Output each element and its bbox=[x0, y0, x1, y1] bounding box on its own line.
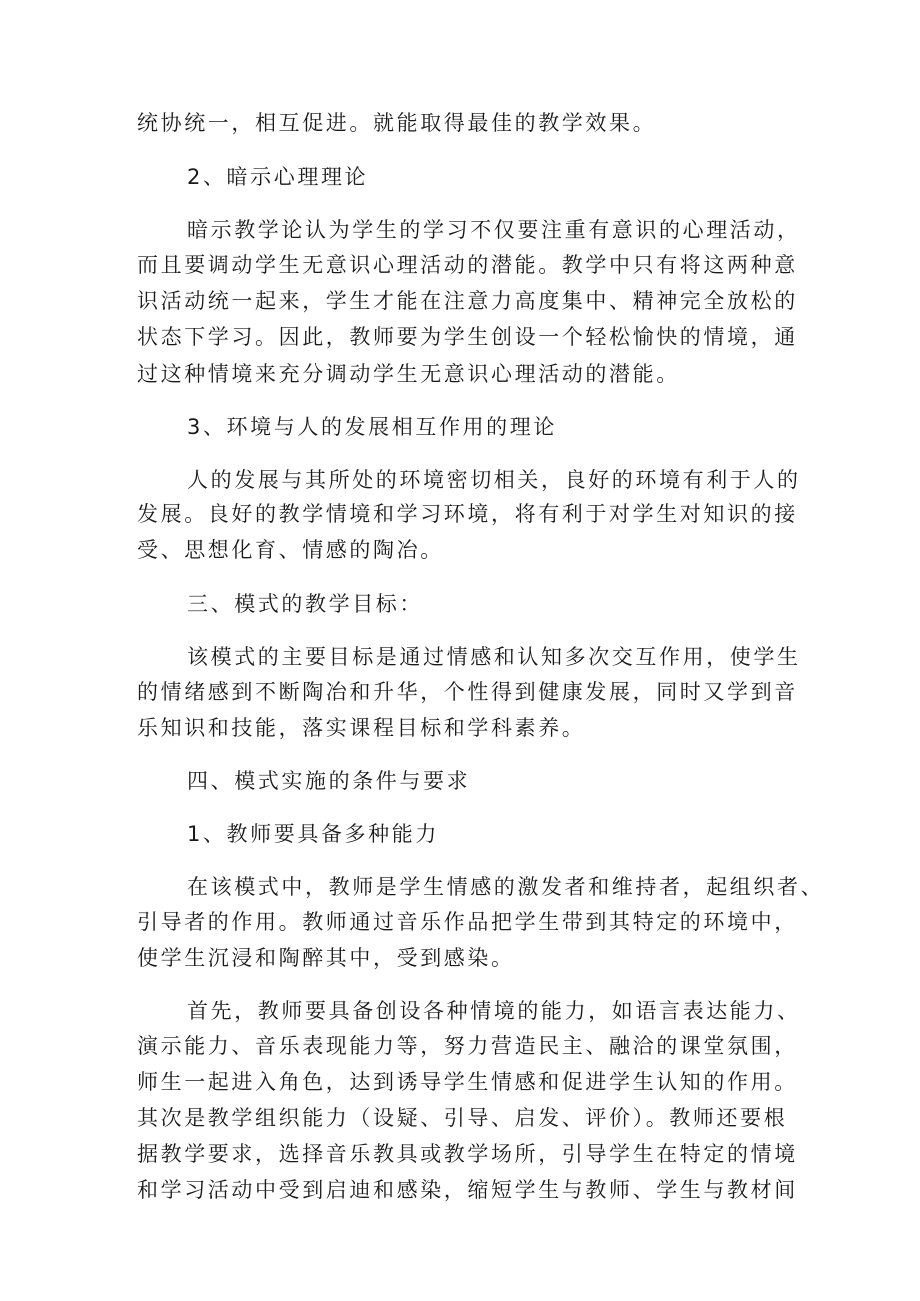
text-line: 据教学要求，选择音乐教具或教学场所，引导学生在特定的情境 bbox=[137, 1142, 798, 1166]
text-line: 在该模式中，教师是学生情感的激发者和维持者，起组织者、 bbox=[187, 875, 825, 899]
text-line: 使学生沉浸和陶醉其中，受到感染。 bbox=[137, 946, 515, 970]
text-line: 过这种情境来充分调动学生无意识心理活动的潜能。 bbox=[137, 362, 680, 386]
text-line: 人的发展与其所处的环境密切相关，良好的环境有利于人的 bbox=[187, 468, 801, 492]
text-line: 识活动统一起来，学生才能在注意力高度集中、精神完全放松的 bbox=[137, 289, 798, 313]
text-line: 师生一起进入角色，达到诱导学生情感和促进学生认知的作用。 bbox=[137, 1070, 798, 1094]
text-line: 该模式的主要目标是通过情感和认知多次交互作用，使学生 bbox=[187, 645, 801, 669]
text-line: 发展。良好的教学情境和学习环境，将有利于对学生对知识的接 bbox=[137, 502, 798, 526]
text-line: 引导者的作用。教师通过音乐作品把学生带到其特定的环境中， bbox=[137, 910, 798, 934]
text-line: 统协统一，相互促进。就能取得最佳的教学效果。 bbox=[137, 111, 657, 135]
subheading-3: 3、环境与人的发展相互作用的理论 bbox=[187, 415, 557, 439]
text-line: 其次是教学组织能力（设疑、引导、启发、评价）。教师还要根 bbox=[137, 1106, 788, 1130]
subheading-1: 1、教师要具备多种能力 bbox=[187, 822, 439, 846]
text-line: 首先，教师要具备创设各种情境的能力，如语言表达能力、 bbox=[187, 999, 801, 1023]
text-line: 而且要调动学生无意识心理活动的潜能。教学中只有将这两种意 bbox=[137, 253, 798, 277]
text-line: 演示能力、音乐表现能力等，努力营造民主、融洽的课堂氛围， bbox=[137, 1034, 798, 1058]
text-line: 和学习活动中受到启迪和感染，缩短学生与教师、学生与教材间 bbox=[137, 1178, 798, 1202]
section-heading-4: 四、模式实施的条件与要求 bbox=[187, 769, 471, 793]
subheading-2: 2、暗示心理理论 bbox=[187, 165, 369, 189]
text-line: 暗示教学论认为学生的学习不仅要注重有意识的心理活动， bbox=[187, 218, 801, 242]
section-heading-3: 三、模式的教学目标： bbox=[187, 592, 423, 616]
text-line: 乐知识和技能，落实课程目标和学科素养。 bbox=[137, 716, 586, 740]
text-line: 的情绪感到不断陶冶和升华，个性得到健康发展，同时又学到音 bbox=[137, 680, 798, 704]
text-line: 状态下学习。因此，教师要为学生创设一个轻松愉快的情境，通 bbox=[137, 325, 798, 349]
text-line: 受、思想化育、情感的陶冶。 bbox=[137, 538, 444, 562]
